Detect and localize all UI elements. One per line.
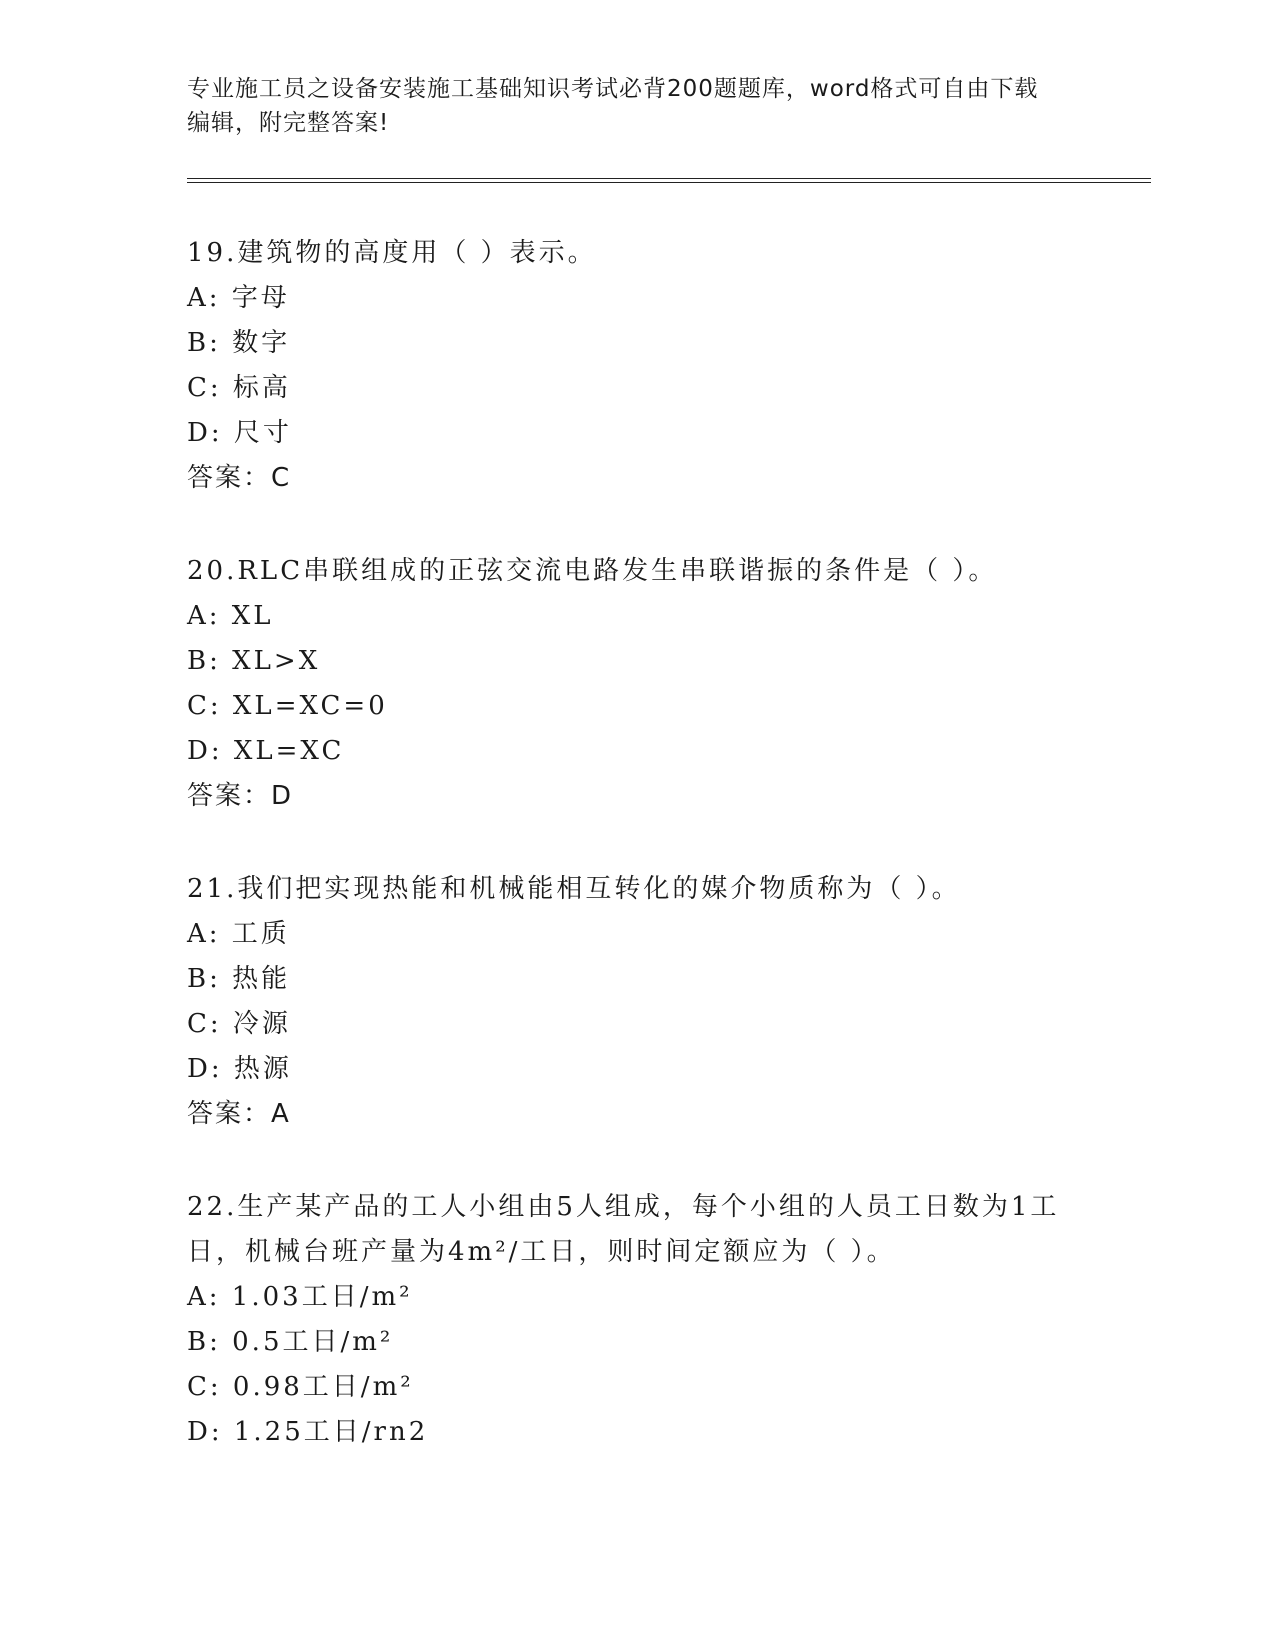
header-line-1: 专业施工员之设备安装施工基础知识考试必背200题题库，word格式可自由下载 [187,76,1039,102]
option-c: C: XL=XC=0 [187,691,388,721]
question-stem: 21.我们把实现热能和机械能相互转化的媒介物质称为（ ）。 [187,874,961,904]
option-a: A: 工质 [187,919,290,949]
question-21 [187,867,1087,1137]
header-divider-bottom [187,182,1151,183]
question-stem: 20.RLC串联组成的正弦交流电路发生串联谐振的条件是（ ）。 [187,556,998,586]
question-stem-line-1: 22.生产某产品的工人小组由5人组成，每个小组的人员工日数为1工 [187,1192,1060,1222]
option-a: A: XL [187,601,274,631]
header-line-2: 编辑，附完整答案! [187,110,390,136]
option-c: C: 0.98工日/m² [187,1372,414,1402]
option-a: A: 字母 [187,283,290,313]
answer: 答案：D [187,781,294,811]
option-b: B: 0.5工日/m² [187,1327,394,1357]
question-22 [187,1185,1087,1455]
document-header [187,72,1067,140]
question-stem: 19.建筑物的高度用（ ）表示。 [187,238,597,268]
option-c: C: 冷源 [187,1009,291,1039]
option-c: C: 标高 [187,373,291,403]
option-d: D: XL=XC [187,736,345,766]
option-b: B: XL>X [187,646,321,676]
option-a: A: 1.03工日/m² [187,1282,413,1312]
option-d: D: 尺寸 [187,418,292,448]
option-d: D: 热源 [187,1054,292,1084]
option-b: B: 热能 [187,964,291,994]
answer: 答案：A [187,1099,291,1129]
header-divider-top [187,178,1151,179]
option-b: B: 数字 [187,328,291,358]
answer: 答案：C [187,463,292,493]
question-stem-line-2: 日，机械台班产量为4m²/工日，则时间定额应为（ ）。 [187,1237,896,1267]
question-20 [187,549,1087,819]
question-19 [187,231,1087,501]
option-d: D: 1.25工日/rn2 [187,1417,429,1447]
